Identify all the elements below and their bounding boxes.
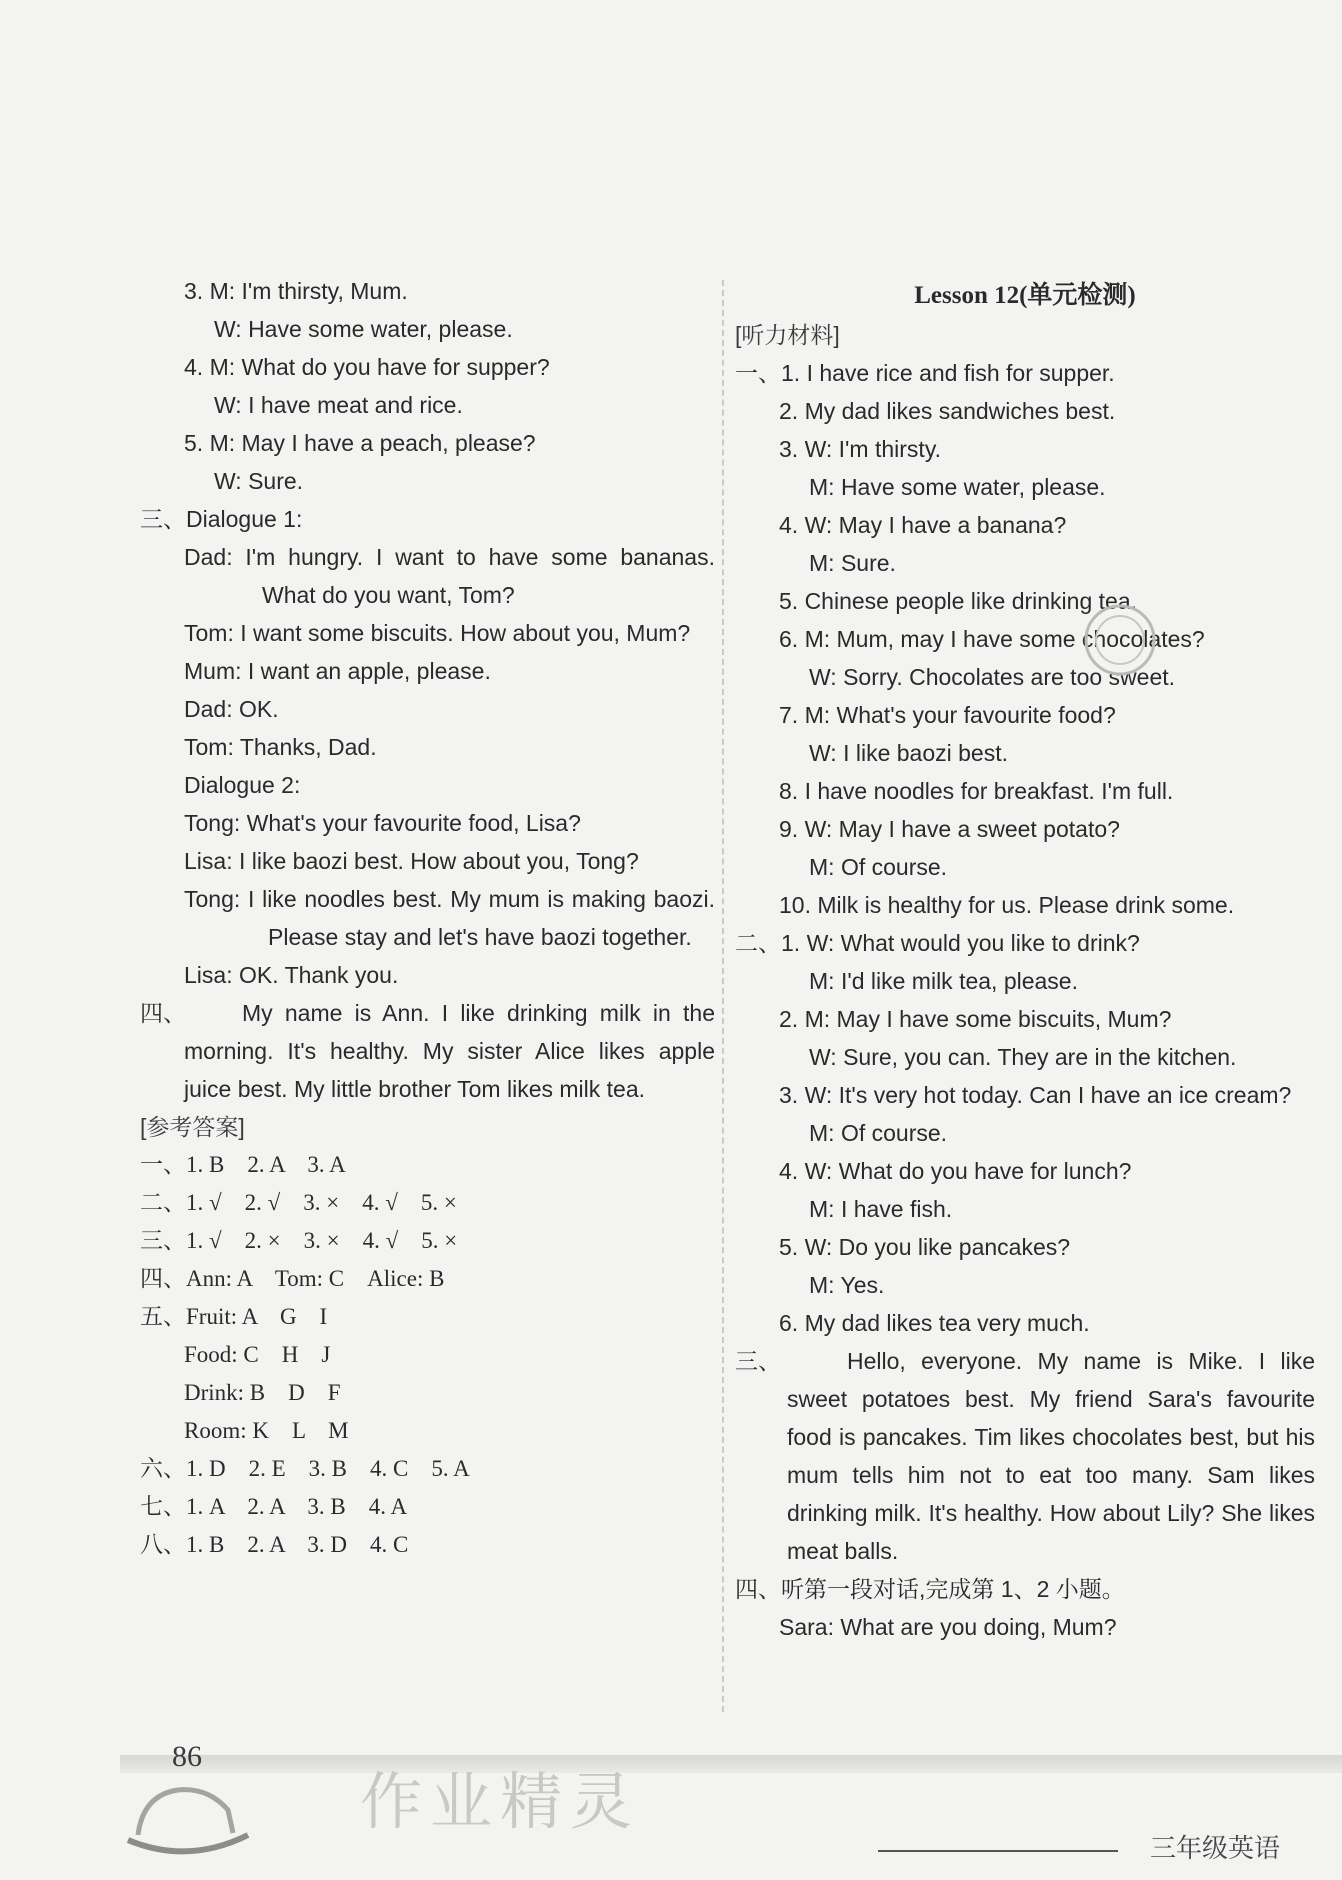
text-line: 9. W: May I have a sweet potato? xyxy=(779,816,1120,842)
answer-line: 六、1. D 2. E 3. B 4. C 5. A xyxy=(140,1456,470,1481)
column-divider xyxy=(722,280,724,1712)
watermark-text: 作业精灵 xyxy=(360,1765,641,1838)
text-line: Sara: What are you doing, Mum? xyxy=(779,1614,1117,1640)
text-line: 6. M: Mum, may I have some chocolates? xyxy=(779,626,1205,652)
answers-heading: [参考答案] xyxy=(140,1114,245,1140)
answer-line: 一、1. B 2. A 3. A xyxy=(140,1152,346,1177)
text-line: 一、1. I have rice and fish for supper. xyxy=(735,360,1115,386)
text-line: 4. M: What do you have for supper? xyxy=(184,354,550,380)
text-line: 2. My dad likes sandwiches best. xyxy=(779,398,1116,424)
footer-band xyxy=(120,1755,1342,1773)
text-line: M: Sure. xyxy=(809,550,896,576)
answer-line: Room: K L M xyxy=(184,1418,349,1443)
lesson-title: Lesson 12(单元检测) xyxy=(914,282,1136,309)
text-line: W: Sure, you can. They are in the kitchen. xyxy=(809,1044,1237,1070)
dialogue-line: Tong: What's your favourite food, Lisa? xyxy=(184,810,581,836)
answer-line: Drink: B D F xyxy=(184,1380,341,1405)
text-line: M: Yes. xyxy=(809,1272,885,1298)
dialogue-line: Tom: Thanks, Dad. xyxy=(184,734,377,760)
text-line: 5. W: Do you like pancakes? xyxy=(779,1234,1071,1260)
section-label: 三、Dialogue 1: xyxy=(140,506,303,532)
answer-line: Food: C H J xyxy=(184,1342,331,1367)
dialogue-line: Lisa: I like baozi best. How about you, Tong? xyxy=(184,848,639,874)
text-line: 5. Chinese people like drinking tea. xyxy=(779,588,1138,614)
dialogue-line: Dad: OK. xyxy=(184,696,279,722)
text-line: 8. I have noodles for breakfast. I'm full. xyxy=(779,778,1174,804)
footer-rule xyxy=(878,1850,1118,1852)
answer-line: 七、1. A 2. A 3. B 4. A xyxy=(140,1494,408,1519)
text-line: W: I have meat and rice. xyxy=(214,392,463,418)
text-line: W: I like baozi best. xyxy=(809,740,1008,766)
dialogue-heading: Dialogue 2: xyxy=(184,772,301,798)
book-label: 三年级英语 xyxy=(1150,1834,1281,1863)
listening-heading: [听力材料] xyxy=(735,322,840,348)
text-line: 4. W: What do you have for lunch? xyxy=(779,1158,1132,1184)
text-line: 二、1. W: What would you like to drink? xyxy=(735,930,1140,956)
answer-line: 三、1. √ 2. × 3. × 4. √ 5. × xyxy=(140,1228,458,1253)
passage: My name is Ann. I like drinking milk in the morning. It's healthy. My sister Alice likes apple juice best. My little brother Tom likes milk tea. xyxy=(184,1000,715,1102)
section-label: 四、 xyxy=(140,1000,186,1026)
answer-line: 四、Ann: A Tom: C Alice: B xyxy=(140,1266,445,1291)
text-line: 4. W: May I have a banana? xyxy=(779,512,1067,538)
answer-line: 八、1. B 2. A 3. D 4. C xyxy=(140,1532,409,1557)
text-line: M: Have some water, please. xyxy=(809,474,1106,500)
text-line: M: I have fish. xyxy=(809,1196,953,1222)
text-line: M: I'd like milk tea, please. xyxy=(809,968,1078,994)
passage: Hello, everyone. My name is Mike. I like sweet potatoes best. My friend Sara's favourite food is pancakes. Tim likes chocolates best, but his mum tells him not to eat too many. Sam likes drinking milk. It's healthy. How about Lily? She likes meat balls. xyxy=(787,1348,1315,1564)
dialogue-line: Tom: I want some biscuits. How about you, Mum? xyxy=(184,620,691,646)
text-line: 3. W: I'm thirsty. xyxy=(779,436,941,462)
text-line: 6. My dad likes tea very much. xyxy=(779,1310,1090,1336)
text-line: 2. M: May I have some biscuits, Mum? xyxy=(779,1006,1172,1032)
text-line: W: Have some water, please. xyxy=(214,316,513,342)
page-number: 86 xyxy=(172,1740,202,1773)
answer-line: 二、1. √ 2. √ 3. × 4. √ 5. × xyxy=(140,1190,457,1215)
text-line: W: Sure. xyxy=(214,468,304,494)
text-line: W: Sorry. Chocolates are too sweet. xyxy=(809,664,1176,690)
dialogue-line: Lisa: OK. Thank you. xyxy=(184,962,399,988)
text-line: M: Of course. xyxy=(809,1120,948,1146)
text-line: 四、听第一段对话,完成第 1、2 小题。 xyxy=(735,1576,1125,1602)
text-line: 7. M: What's your favourite food? xyxy=(779,702,1116,728)
answer-line: 五、Fruit: A G I xyxy=(140,1304,328,1329)
text-line: M: Of course. xyxy=(809,854,948,880)
stamp-seal xyxy=(1080,600,1160,680)
section-label: 三、 xyxy=(735,1348,781,1374)
text-line: 5. M: May I have a peach, please? xyxy=(184,430,536,456)
text-line: 3. M: I'm thirsty, Mum. xyxy=(184,278,408,304)
dialogue-line: Dad: I'm hungry. I want to have some bananas. What do you want, Tom? xyxy=(184,544,715,608)
dialogue-line: Mum: I want an apple, please. xyxy=(184,658,491,684)
text-line: 10. Milk is healthy for us. Please drink some. xyxy=(779,892,1235,918)
left-column xyxy=(140,272,715,1564)
text-line: 3. W: It's very hot today. Can I have an ice cream? xyxy=(779,1082,1292,1108)
dialogue-line: Tong: I like noodles best. My mum is making baozi. Please stay and let's have baozi together. xyxy=(184,886,715,950)
right-column xyxy=(735,276,1315,1646)
